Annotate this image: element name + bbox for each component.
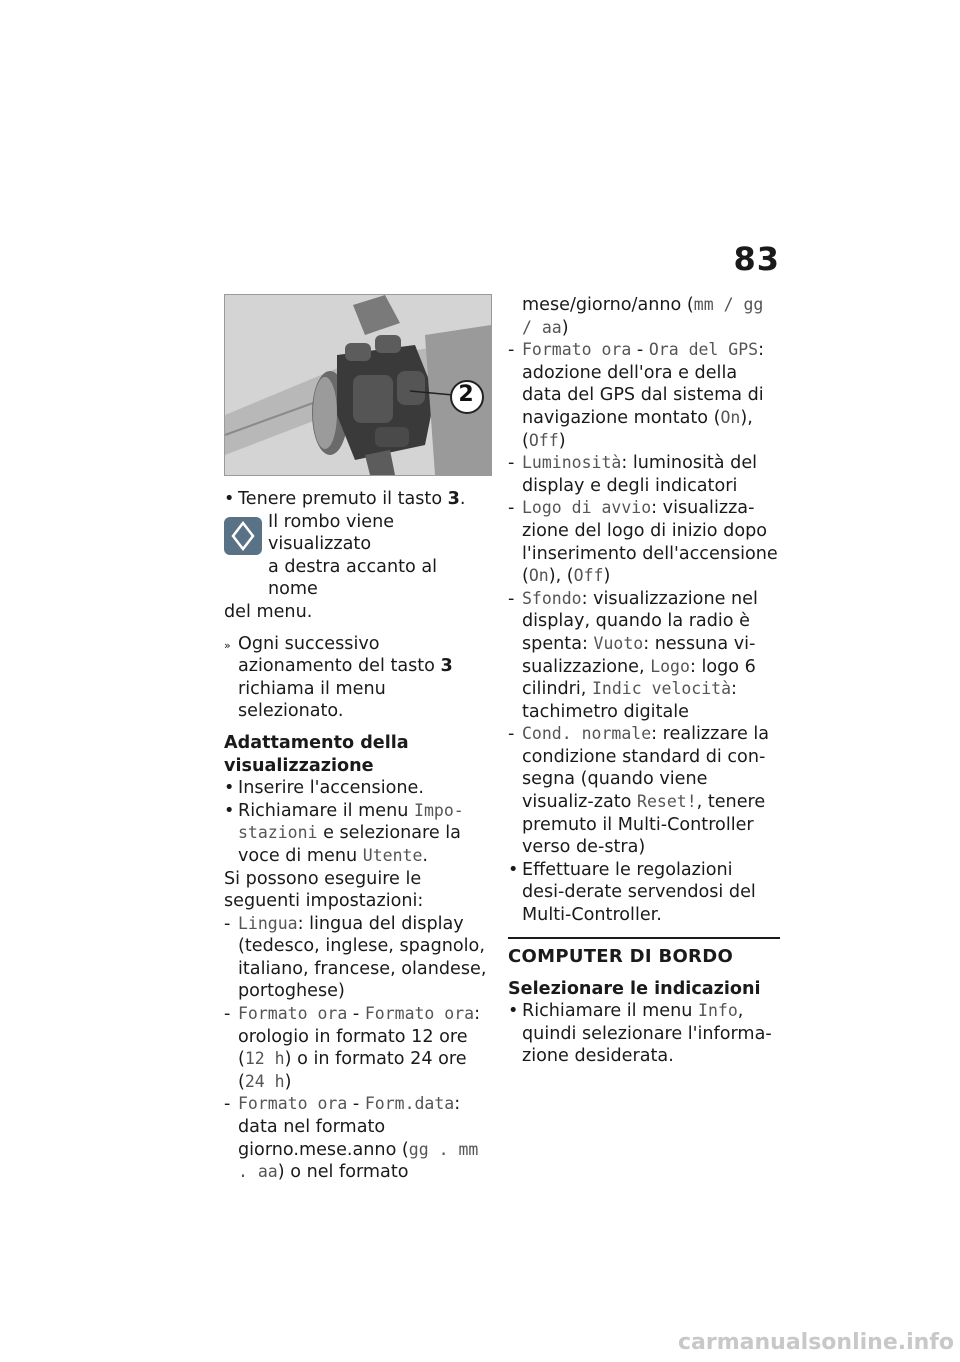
list-item: • Effettuare le regolazioni desi-derate servendosi del Multi-Controller.: [508, 859, 756, 926]
list-item: - Cond. normale: realizzare la condizione standard di con-segna (quando viene visualiz-zato Reset!, tenere premuto il Multi-Controller verso de-stra): [508, 724, 770, 858]
section-heading: COMPUTER DI BORDO: [508, 945, 734, 967]
watermark-footer: carmanualsonline.info: [678, 1330, 954, 1355]
page-number: 83: [733, 240, 780, 278]
subheading: Adattamento della visualizzazione: [224, 732, 409, 776]
hint-block: Il rombo viene visualizzato a destra accanto al nome del menu.: [224, 511, 492, 624]
list-item: - Lingua: lingua del display (tedesco, inglese, spagnolo, italiano, francese, olandese, portoghese): [224, 913, 487, 1002]
list-item: • Inserire l'accensione.: [224, 778, 424, 799]
bullet-marker: •: [224, 489, 235, 509]
figure-callout: 2: [458, 382, 474, 407]
section-divider: [508, 937, 780, 939]
list-item: - Logo di avvio: visualizza-zione del logo di inizio dopo l'inserimento dell'accensione (On), (Off): [508, 498, 778, 587]
list-item: - Formato ora - Formato ora: orologio in formato 12 ore (12 h) o in formato 24 ore (24 h): [224, 1004, 481, 1092]
hint-icon: [224, 517, 262, 555]
subheading: Selezionare le indicazioni: [508, 978, 761, 999]
diamond-icon: [231, 521, 255, 551]
right-column: [508, 294, 780, 1068]
list-item: • Richiamare il menu Impo-stazioni e selezionare la voce di menu Utente.: [224, 800, 464, 866]
intro-text: Si possono eseguire le seguenti impostazioni:: [224, 868, 424, 912]
handlebar-figure: [224, 294, 492, 476]
list-item: • Richiamare il menu Info, quindi selezionare l'informa-zione desiderata.: [508, 1001, 772, 1067]
list-item: - Sfondo: visualizzazione nel display, quando la radio è spenta: Vuoto: nessuna vi-sualizzazione, Logo: logo 6 cilindri, Indic velocità: tachimetro digitale: [508, 588, 758, 722]
hint-text: Il rombo viene visualizzato a destra accanto al nome: [268, 511, 438, 600]
arrow-marker: »: [224, 638, 231, 652]
handlebar-switch-illustration: [225, 295, 491, 475]
left-column: [224, 294, 492, 1184]
list-item: - Luminosità: luminosità del display e degli indicatori: [508, 453, 758, 496]
list-item-continued: mese/giorno/anno (mm / gg / aa): [522, 295, 764, 338]
list-item: - Formato ora - Ora del GPS: adozione dell'ora e della data del GPS dal sistema di navigazione montato (On), (Off): [508, 340, 765, 451]
list-item: • Tenere premuto il tasto 3.: [224, 489, 466, 509]
list-item: - Formato ora - Form.data: data nel formato giorno.mese.anno (gg . mm . aa) o nel formato: [224, 1094, 479, 1183]
list-item: » Ogni successivo azionamento del tasto 3 richiama il menu selezionato.: [224, 633, 453, 722]
